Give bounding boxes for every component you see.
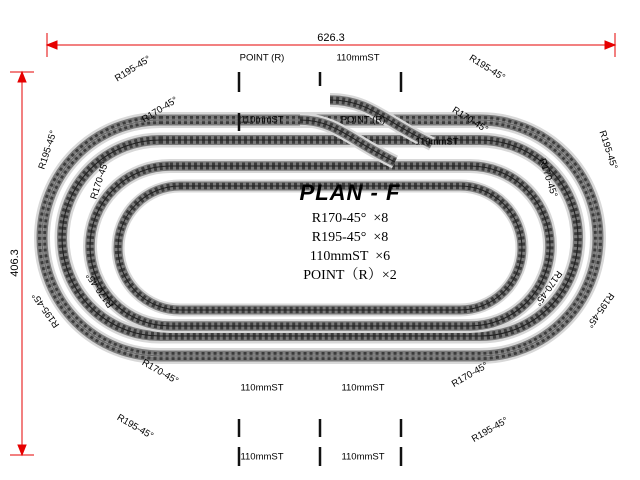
track-piece-label: 110mmST [341, 382, 385, 394]
legend-row: R170-45° ×8 [311, 211, 389, 226]
legend-row: POINT（R）×2 [303, 267, 397, 283]
track-piece-label: R170-45° [450, 104, 490, 136]
track-piece-label: R195-45° [29, 290, 63, 330]
track-piece-label: R170-45° [449, 360, 491, 390]
track-piece-label: R170-45° [536, 157, 560, 199]
track-piece-label: R195-45° [113, 53, 153, 85]
track-piece-label: R170-45° [531, 268, 565, 308]
plan-title: PLAN - F [299, 180, 401, 205]
track-piece-label: R170-45° [88, 159, 112, 201]
track-piece-label: R170-45° [140, 94, 180, 126]
track-piece-label: R195-45° [596, 129, 620, 171]
track-piece-label: R195-45° [114, 412, 156, 442]
track-piece-label: R195-45° [467, 52, 507, 84]
turnout-crossover [300, 100, 432, 162]
track-piece-label: R195-45° [583, 290, 617, 330]
track-piece-label: R170-45° [139, 357, 181, 387]
track-piece-label: R195-45° [469, 415, 511, 445]
legend-row: 110mmST ×6 [309, 248, 391, 264]
track-piece-label: R195-45° [36, 129, 60, 171]
legend-block [255, 180, 445, 286]
track-piece-label: 110mmST [240, 114, 284, 126]
track-piece-label: 110mmST [240, 451, 284, 463]
legend-row: R195-45° ×8 [311, 229, 389, 245]
track-piece-label: 110mmST [415, 136, 459, 148]
track-piece-label: 110mmST [341, 451, 385, 463]
track-piece-label: 110mmST [240, 382, 284, 394]
track-piece-label: R170-45° [83, 270, 117, 310]
track-piece-label: 110mmST [336, 52, 380, 64]
height-dimension-label: 406.3 [9, 249, 21, 277]
track-piece-label: POINT (R) [239, 52, 285, 64]
track-piece-label: POINT (R) [340, 114, 386, 126]
width-dimension-label: 626.3 [317, 32, 345, 44]
